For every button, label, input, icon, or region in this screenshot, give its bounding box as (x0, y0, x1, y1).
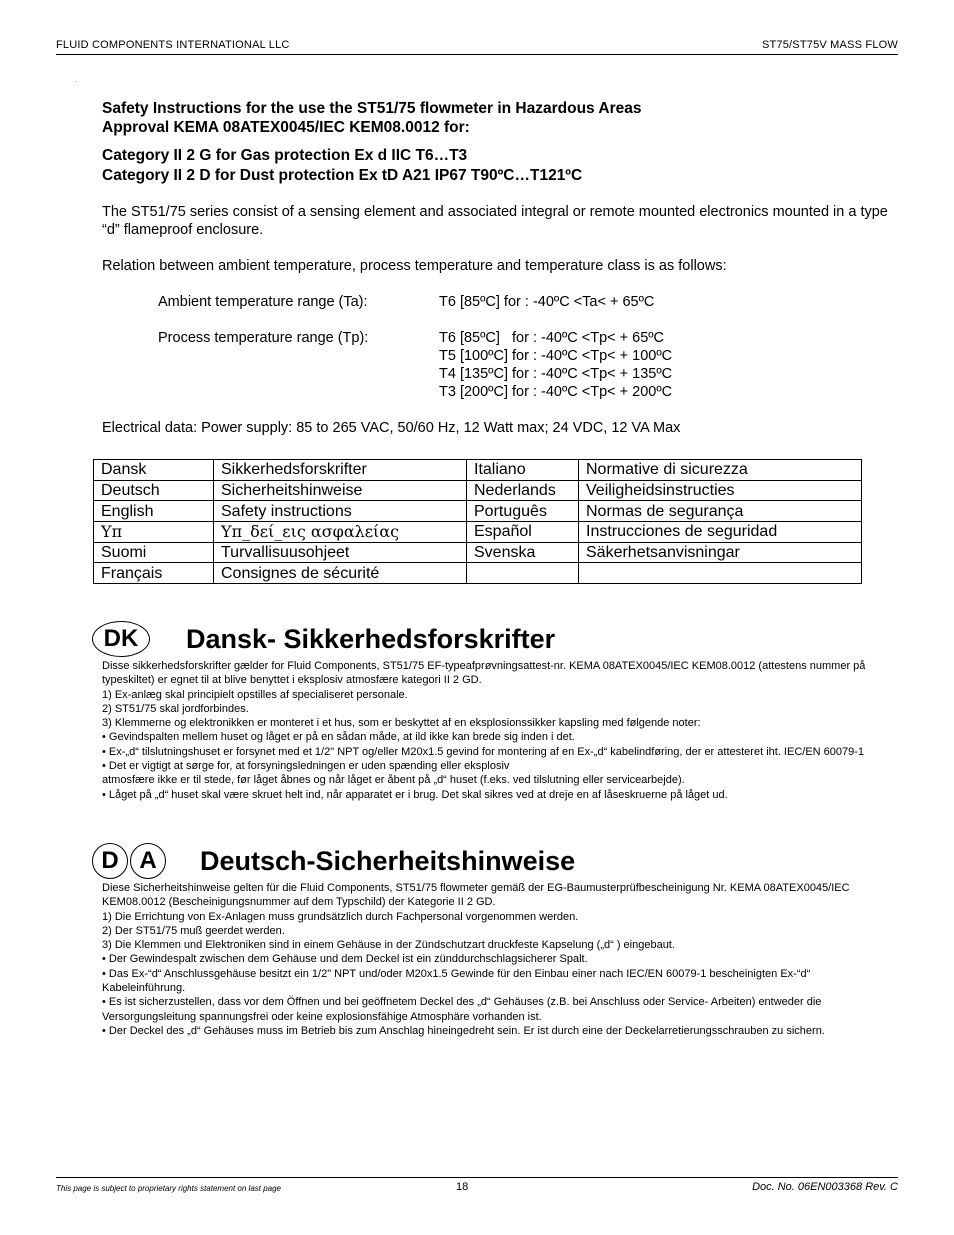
german-line: • Der Deckel des „d“ Gehäuses muss im Betrieb bis zum Anschlag hineingedreht sein. Er ist durch eine der Deckelarretierungsschrauben zu sichern. (102, 1024, 825, 1037)
process-temperature-t5: T5 [100ºC] for : -40ºC <Tp< + 100ºC (439, 348, 673, 364)
table-row (94, 501, 862, 522)
danish-section-header (90, 621, 890, 659)
danish-section (90, 621, 890, 802)
table-cell: Normative di sicurezza (579, 460, 862, 481)
table-row (94, 480, 862, 501)
process-temperature-t4: T4 [135ºC] for : -40ºC <Tp< + 135ºC (439, 366, 673, 382)
intro-title-line2: Approval KEMA 08ATEX0045/IEC KEM08.0012 for: (102, 119, 470, 136)
page-footer (56, 1177, 898, 1198)
table-cell: Svenska (467, 542, 579, 563)
german-line: • Es ist sicherzustellen, dass vor dem Öffnen und bei geöffnetem Deckel des „d“ Gehäuses (z.B. bei Anschluss oder Service- Arbeiten) entweder die Versorgungsleitung spannungsfrei oder keine explosionsfähige Atmosphäre vorhanden ist. (102, 996, 822, 1023)
danish-line: 3) Klemmerne og elektronikken er monteret i et hus, som er beskyttet af en eksplosionssikker kapsling med følgende noter: (102, 717, 701, 730)
danish-line: 2) ST51/75 skal jordforbindes. (102, 702, 249, 715)
danish-line: • Det er vigtigt at sørge for, at forsyningsledningen er uden spænding eller eksplosiv (102, 760, 510, 773)
table-cell: Dansk (94, 460, 214, 481)
document-number: Doc. No. 06EN003368 Rev. C (752, 1181, 898, 1193)
table-cell: Υπ_δεί_εις ασφαλείας (214, 522, 467, 543)
danish-section-body (102, 659, 890, 802)
table-cell (467, 563, 579, 584)
table-row (94, 460, 862, 481)
table-cell: Veiligheidsinstructies (579, 480, 862, 501)
a-country-badge: A (130, 843, 166, 879)
table-cell: Nederlands (467, 480, 579, 501)
table-cell: English (94, 501, 214, 522)
process-temperature-t6: T6 [85ºC] for : -40ºC <Tp< + 65ºC (439, 330, 665, 346)
german-section-body (102, 881, 890, 1038)
table-cell: Consignes de sécurité (214, 563, 467, 584)
danish-line: atmosfære ikke er til stede, før låget åbnes og når låget er åbent på „d“ huset (f.eks. ved tilslutning eller servicearbejde). (102, 774, 685, 787)
table-row (94, 522, 862, 543)
german-line: • Der Gewindespalt zwischen dem Gehäuse und dem Deckel ist ein zünddurchschlagsicherer Spalt. (102, 953, 588, 966)
table-cell: Υπ (94, 522, 214, 543)
danish-line: 1) Ex-anlæg skal principielt opstilles af specialiseret personale. (102, 688, 408, 701)
d-country-badge: D (92, 843, 128, 879)
process-temperature-row (158, 329, 894, 401)
table-cell: Normas de segurança (579, 501, 862, 522)
process-temperature-label: Process temperature range (Tp): (158, 330, 369, 346)
dk-country-badge: DK (92, 621, 150, 657)
header-product: ST75/ST75V MASS FLOW (761, 39, 898, 51)
german-line: 3) Die Klemmen und Elektroniken sind in einem Gehäuse in der Zündschutzart druckfeste Kapselung („d“ ) eingebaut. (102, 939, 675, 952)
german-section-title: Deutsch-Sicherheitshinweise (200, 846, 576, 876)
german-section (90, 843, 890, 1038)
table-cell: Säkerhetsanvisningar (579, 542, 862, 563)
danish-line: Disse sikkerhedsforskrifter gælder for Fluid Components, ST51/75 EF-typeafprøvningsattest-nr. KEMA 08ATEX0045/IEC KEM08.0012 (attestens nummer på typeskiltet) er egnet til at blive benyttet i eksplosiv atmosfære kategori II 2 GD. (102, 660, 866, 687)
danish-line: • Gevindspalten mellem huset og låget er på en sådan måde, at ild ikke kan brede sig inden i det. (102, 731, 575, 744)
german-line: Diese Sicherheitshinweise gelten für die Fluid Components, ST51/75 flowmeter gemäß der EG-Baumusterprüfbescheinigung Nr. KEMA 08ATEX0045/IEC KEM08.0012 (Bescheinigungsnummer auf dem Typschild) der Kategorie II 2 GD. (102, 882, 850, 909)
table-cell: Safety instructions (214, 501, 467, 522)
ambient-temperature-value: T6 [85ºC] for : -40ºC <Ta< + 65ºC (439, 294, 655, 310)
proprietary-notice: This page is subject to proprietary rights statement on last page (56, 1184, 282, 1193)
table-cell: Suomi (94, 542, 214, 563)
table-row (94, 542, 862, 563)
process-temperature-t3: T3 [200ºC] for : -40ºC <Tp< + 200ºC (439, 384, 673, 400)
category-dust: Category II 2 D for Dust protection Ex tD A21 IP67 T90ºC…T121ºC (102, 167, 583, 184)
table-cell: Instrucciones de seguridad (579, 522, 862, 543)
german-line: 2) Der ST51/75 muß geerdet werden. (102, 924, 285, 937)
danish-line: • Låget på „d“ huset skal være skruet helt ind, når apparatet er i brug. Det skal sikres ved at dreje en af låseskruerne på låget ud. (102, 788, 728, 801)
table-cell: Français (94, 563, 214, 584)
intro-paragraph-2: Relation between ambient temperature, process temperature and temperature class is as follows: (102, 258, 727, 274)
table-cell: Sicherheitshinweise (214, 480, 467, 501)
intro-title-line1: Safety Instructions for the use the ST51/75 flowmeter in Hazardous Areas (102, 100, 642, 117)
page-number: 18 (456, 1181, 469, 1193)
table-cell: Deutsch (94, 480, 214, 501)
german-line: 1) Die Errichtung von Ex-Anlagen muss grundsätzlich durch Fachpersonal vorgenommen werden. (102, 910, 579, 923)
header-company: FLUID COMPONENTS INTERNATIONAL LLC (56, 39, 290, 51)
table-cell (579, 563, 862, 584)
ambient-temperature-label: Ambient temperature range (Ta): (158, 294, 368, 310)
electrical-data: Electrical data: Power supply: 85 to 265 VAC, 50/60 Hz, 12 Watt max; 24 VDC, 12 VA Max (102, 420, 681, 436)
stray-dot: . (75, 78, 77, 84)
german-section-header (90, 843, 890, 881)
table-cell: Italiano (467, 460, 579, 481)
danish-line: • Ex-„d“ tilslutningshuset er forsynet med et 1/2" NPT og/eller M20x1.5 gevind for montering af en Ex-„d“ kabelindføring, der er attesteret iht. IEC/EN 60079-1 (102, 745, 865, 758)
table-cell: Português (467, 501, 579, 522)
process-temperature-values (439, 329, 894, 401)
table-row (94, 563, 862, 584)
intro-paragraph-1: The ST51/75 series consist of a sensing element and associated integral or remote mounted electronics mounted in a type “d” flameproof enclosure. (102, 204, 888, 238)
danish-section-title: Dansk- Sikkerhedsforskrifter (186, 624, 556, 654)
table-cell: Sikkerhedsforskrifter (214, 460, 467, 481)
intro-section (102, 99, 894, 437)
language-table (93, 459, 862, 584)
category-gas: Category II 2 G for Gas protection Ex d IIC T6…T3 (102, 147, 468, 164)
ambient-temperature-row (158, 293, 894, 311)
german-line: • Das Ex-“d“ Anschlussgehäuse besitzt ein 1/2" NPT und/oder M20x1.5 Gewinde für den Einbau einer nach IEC/EN 60079-1 bescheinigten Ex-“d“ Kabeleinführung. (102, 967, 811, 995)
table-cell: Turvallisuusohjeet (214, 542, 467, 563)
table-cell: Español (467, 522, 579, 543)
page-header (56, 39, 898, 55)
